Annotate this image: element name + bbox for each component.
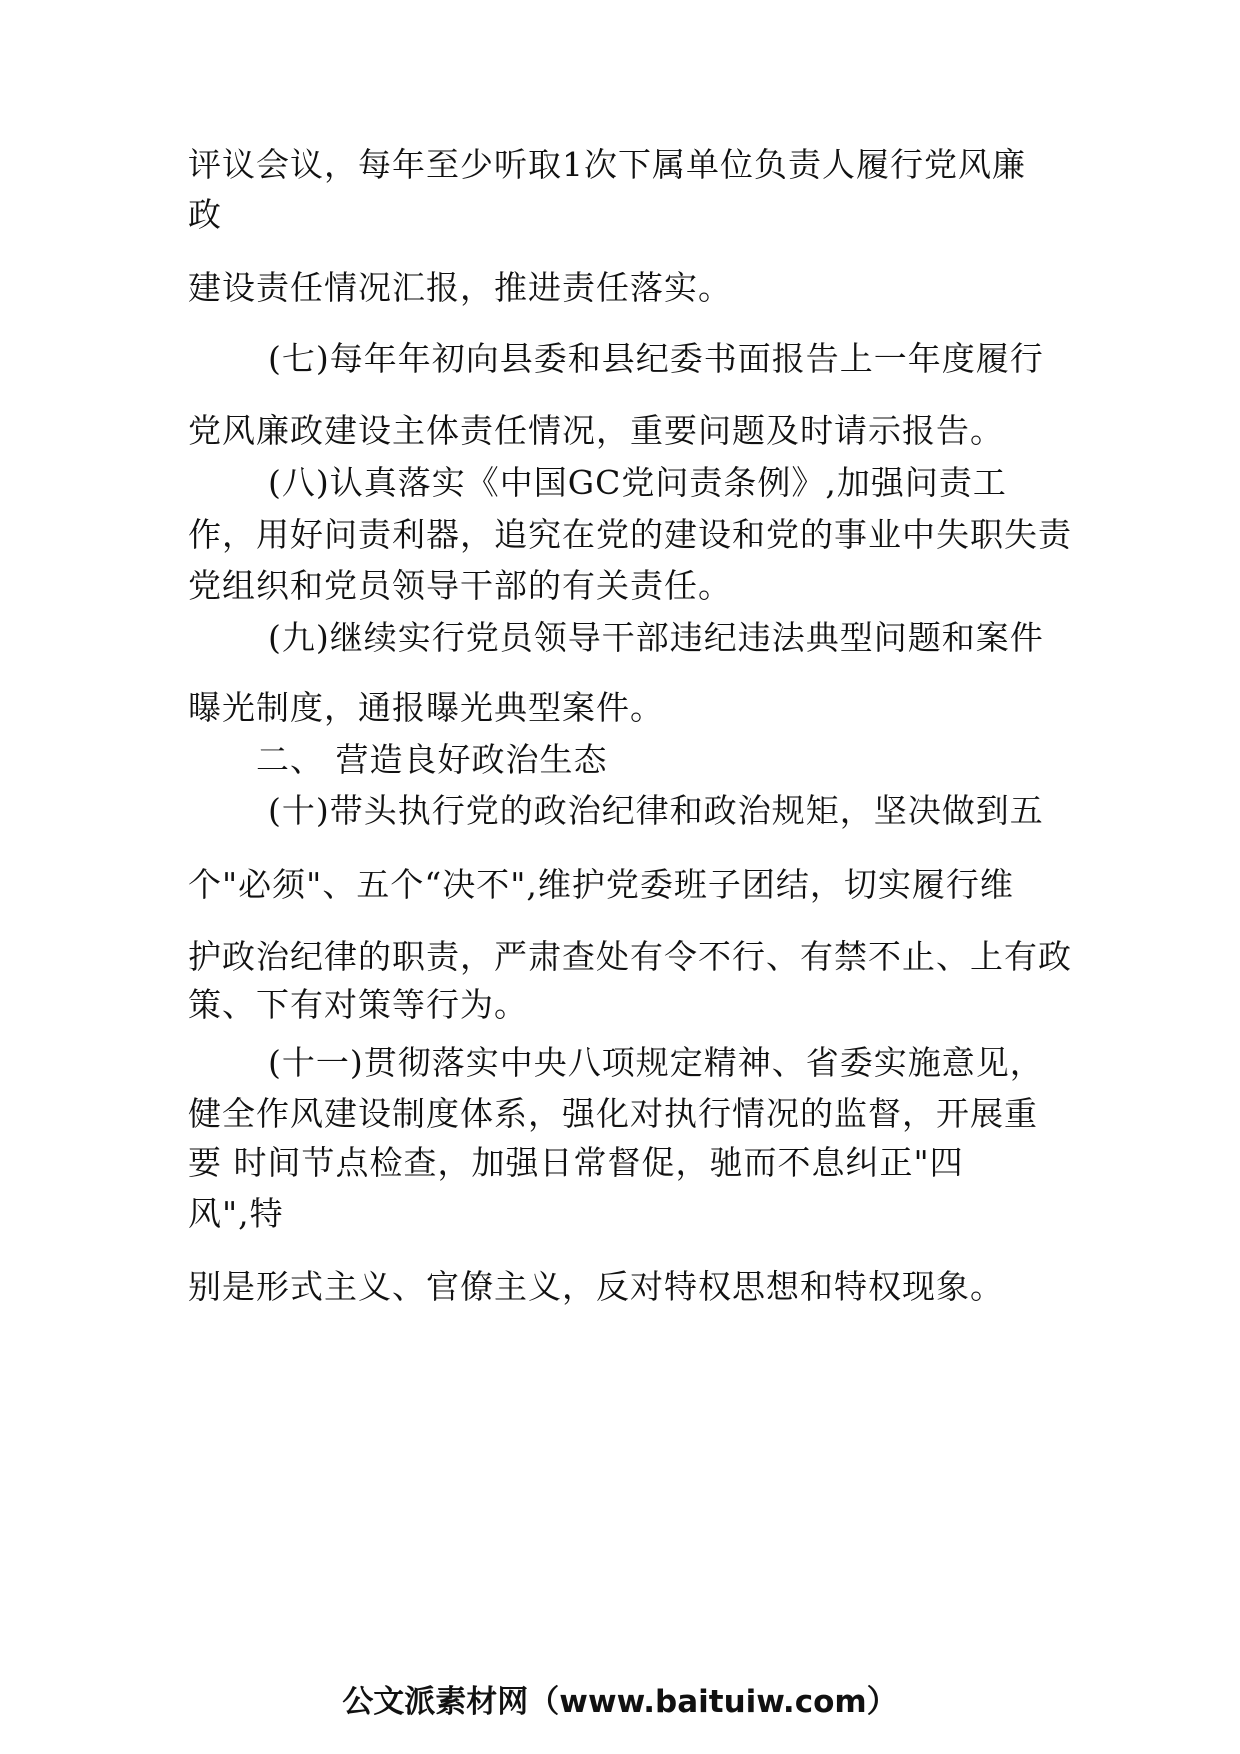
paragraph-line: 政 bbox=[188, 195, 222, 234]
paragraph-line: 护政治纪律的职责，严肃查处有令不行、有禁不止、上有政 bbox=[188, 937, 1072, 976]
paragraph-line: 健全作风建设制度体系，强化对执行情况的监督，开展重 bbox=[188, 1094, 1038, 1133]
paragraph-line: 党组织和党员领导干部的有关责任。 bbox=[188, 566, 732, 605]
paragraph-line: 策、下有对策等行为。 bbox=[188, 985, 528, 1024]
footer-watermark: 公文派素材网（www.baituiw.com） bbox=[342, 1684, 898, 1720]
paragraph-line: (八)认真落实《中国GC党问责条例》,加强问责工 bbox=[268, 463, 1007, 502]
paragraph-line: 别是形式主义、官僚主义，反对特权思想和特权现象。 bbox=[188, 1267, 1004, 1306]
paragraph-line: 党风廉政建设主体责任情况，重要问题及时请示报告。 bbox=[188, 411, 1004, 450]
paragraph-line: 建设责任情况汇报，推进责任落实。 bbox=[188, 268, 732, 307]
paragraph-line: (九)继续实行党员领导干部违纪违法典型问题和案件 bbox=[268, 618, 1044, 657]
paragraph-line: (十)带头执行党的政治纪律和政治规矩，坚决做到五 bbox=[268, 791, 1044, 830]
paragraph-line: 作，用好问责利器，追究在党的建设和党的事业中失职失责 bbox=[188, 515, 1072, 554]
paragraph-line: (七)每年年初向县委和县纪委书面报告上一年度履行 bbox=[268, 339, 1044, 378]
section-heading: 二、 营造良好政治生态 bbox=[256, 740, 608, 779]
paragraph-line: 曝光制度，通报曝光典型案件。 bbox=[188, 688, 664, 727]
paragraph-line: 个"必须"、五个“决不",维护党委班子团结，切实履行维 bbox=[188, 865, 1014, 904]
paragraph-line: 评议会议，每年至少听取1次下属单位负责人履行党风廉 bbox=[188, 145, 1026, 184]
paragraph-line: 风",特 bbox=[188, 1194, 284, 1233]
paragraph-line: 要 时间节点检查，加强日常督促，驰而不息纠正"四 bbox=[188, 1143, 964, 1182]
paragraph-line: (十一)贯彻落实中央八项规定精神、省委实施意见， bbox=[268, 1043, 1044, 1082]
